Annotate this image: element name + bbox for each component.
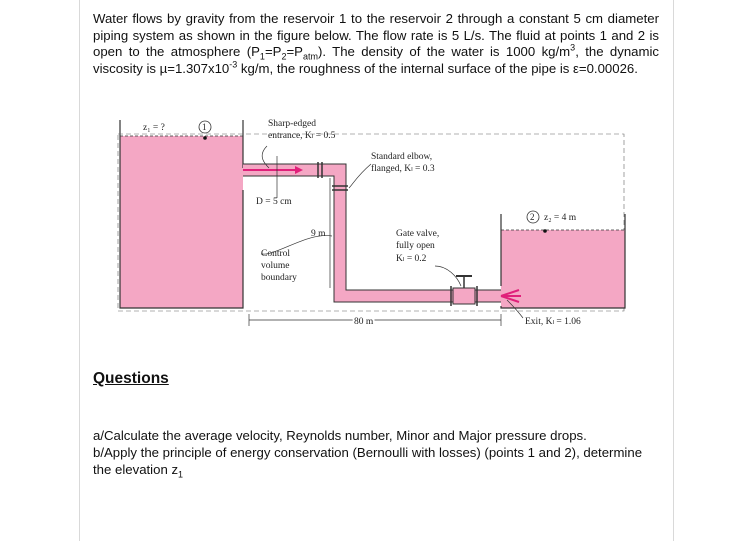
piping-system-figure: [117, 116, 637, 331]
diameter-label: D = 5 cm: [256, 197, 292, 207]
reservoir-1-water: [120, 136, 243, 308]
valve-label-line-3: Kₗ = 0.2: [396, 254, 427, 264]
valve-label-line-1: Gate valve,: [396, 229, 440, 239]
control-volume-label-line-2: volume: [261, 261, 290, 271]
height-label: 9 m: [311, 229, 326, 239]
point-2-label: 2: [530, 212, 535, 222]
elbow-label-line-1: Standard elbow,: [371, 152, 433, 162]
point-1-label: 1: [202, 122, 207, 132]
entrance-label-line-1: Sharp-edged: [268, 119, 317, 129]
entrance-label-line-2: entrance, Kₗ = 0.5: [268, 131, 336, 141]
questions-heading: Questions: [93, 370, 169, 387]
problem-statement: Water flows by gravity from the reservoir 1 to the reservoir 2 through a constant 5 cm diameter piping system as shown in the figure below. The flow rate is 5 L/s. The fluid at points 1 and 2 is open to the atmosphere $(P_1=P_2=P_{atm})$. The density of the water is 1000 $kg/m^3$, the dynamic viscosity is $\mu=1.307x10^{-3}$ kg/m, the roughness of the internal surface of the pipe is ε=0.00026.: [93, 11, 660, 76]
gate-valve: [451, 276, 477, 306]
z1-label: z₁ = ?: [143, 123, 165, 133]
valve-label-line-2: fully open: [396, 241, 435, 251]
elbow-label-line-2: flanged, Kₗ = 0.3: [371, 164, 435, 174]
question-a: a/Calculate the average velocity, Reynolds number, Minor and Major pressure drops.: [93, 428, 587, 443]
length-label: 80 m: [354, 317, 374, 327]
control-volume-label-line-3: boundary: [261, 273, 297, 283]
control-volume-label-line-1: Control: [261, 249, 291, 259]
question-b: b/Apply the principle of energy conservation (Bernoulli with losses) (points 1 and 2), determine the elevation $z_1$: [93, 445, 643, 480]
z2-label: z₂ = 4 m: [544, 213, 577, 223]
exit-label: Exit, Kₗ = 1.06: [525, 317, 581, 327]
